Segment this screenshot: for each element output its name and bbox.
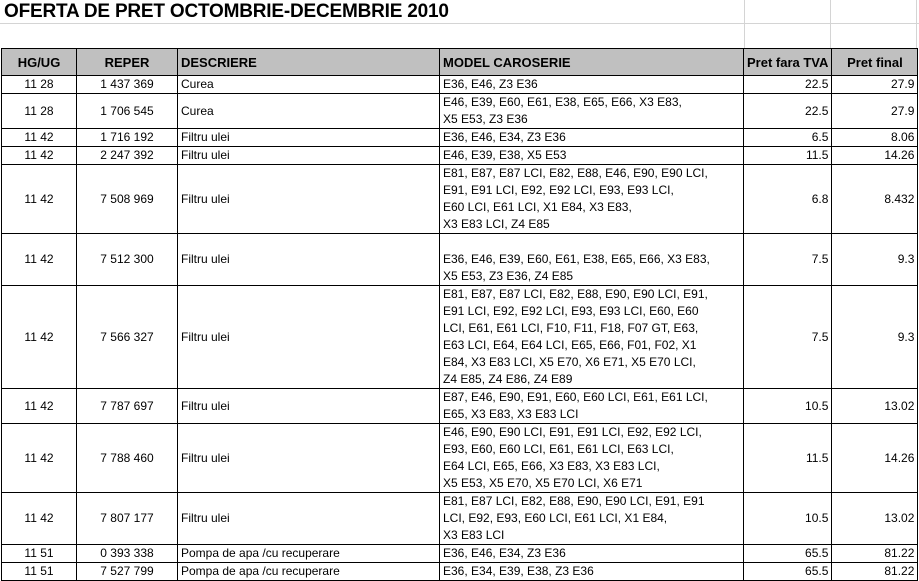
cell-price-excl-vat[interactable]: 6.5: [744, 129, 832, 147]
cell-reper[interactable]: 7 787 697: [77, 389, 178, 424]
cell-model[interactable]: [440, 76, 744, 94]
cell-final-price[interactable]: 8.432: [832, 165, 918, 234]
model-line: E46, E39, E38, X5 E53: [443, 148, 567, 162]
cell-reper[interactable]: 7 788 460: [77, 424, 178, 493]
model-line: LCI, E92, E93, E60 LCI, E61 LCI, X1 E84,: [443, 511, 668, 525]
cell-price-excl-vat[interactable]: 10.5: [744, 493, 832, 545]
cell-hg[interactable]: 11 28: [2, 94, 77, 129]
model-line: E36, E34, E39, E38, Z3 E36: [443, 564, 594, 578]
model-line: E36, E46, E39, E60, E61, E38, E65, E66, X3 E83,: [443, 252, 710, 266]
gridline: [744, 0, 745, 48]
model-line: E84, X3 E83 LCI, X5 E70, X6 E71, X5 E70 LCI,: [443, 355, 696, 369]
cell-final-price[interactable]: 81.22: [832, 563, 918, 581]
cell-hg[interactable]: 11 51: [2, 563, 77, 581]
table-row[interactable]: [2, 286, 918, 389]
cell-model[interactable]: [440, 234, 744, 286]
cell-reper[interactable]: 7 527 799: [77, 563, 178, 581]
model-line: E63 LCI, E64, E64 LCI, E65, E66, F01, F02, X1: [443, 338, 697, 352]
cell-model[interactable]: [440, 129, 744, 147]
cell-price-excl-vat[interactable]: 11.5: [744, 424, 832, 493]
cell-final-price[interactable]: 14.26: [832, 147, 918, 165]
cell-hg[interactable]: 11 42: [2, 424, 77, 493]
cell-model[interactable]: [440, 545, 744, 563]
cell-final-price[interactable]: 81.22: [832, 545, 918, 563]
cell-hg[interactable]: 11 42: [2, 234, 77, 286]
model-line: E46, E90, E90 LCI, E91, E91 LCI, E92, E92 LCI,: [443, 425, 702, 439]
model-line: E91, E91 LCI, E92, E92 LCI, E93, E93 LCI,: [443, 183, 674, 197]
cell-model[interactable]: [440, 424, 744, 493]
model-line: E64 LCI, E65, E66, X3 E83, X3 E83 LCI,: [443, 459, 660, 473]
model-line: X5 E53, X5 E70, X5 E70 LCI, X6 E71: [443, 476, 643, 490]
table-row[interactable]: [2, 147, 918, 165]
model-line: X3 E83 LCI: [443, 528, 505, 542]
cell-price-excl-vat[interactable]: 7.5: [744, 286, 832, 389]
gridline: [830, 0, 831, 48]
gridline: [0, 23, 919, 24]
table-row[interactable]: [2, 493, 918, 545]
cell-price-excl-vat[interactable]: 65.5: [744, 545, 832, 563]
cell-description[interactable]: Filtru ulei: [178, 234, 440, 286]
cell-hg[interactable]: 11 28: [2, 76, 77, 94]
column-header-final-price[interactable]: Pret final: [832, 49, 918, 76]
cell-hg[interactable]: 11 42: [2, 165, 77, 234]
column-header-model[interactable]: MODEL CAROSERIE: [440, 49, 744, 76]
table-header-row: [2, 49, 918, 76]
table-row[interactable]: [2, 76, 918, 94]
cell-hg[interactable]: 11 51: [2, 545, 77, 563]
model-line: LCI, E61, E61 LCI, F10, F11, F18, F07 GT, E63,: [443, 321, 699, 335]
cell-reper[interactable]: 7 508 969: [77, 165, 178, 234]
model-line: E36, E46, Z3 E36: [443, 77, 538, 91]
cell-hg[interactable]: 11 42: [2, 389, 77, 424]
cell-final-price[interactable]: 27.9: [832, 94, 918, 129]
cell-final-price[interactable]: 9.3: [832, 234, 918, 286]
cell-price-excl-vat[interactable]: 65.5: [744, 563, 832, 581]
model-line: E46, E39, E60, E61, E38, E65, E66, X3 E83,: [443, 95, 682, 109]
cell-model[interactable]: [440, 286, 744, 389]
model-line: E91 LCI, E92, E92 LCI, E93, E93 LCI, E60, E60: [443, 304, 699, 318]
model-line: E93, E60, E60 LCI, E61, E61 LCI, E63 LCI,: [443, 442, 674, 456]
cell-model[interactable]: [440, 147, 744, 165]
cell-price-excl-vat[interactable]: 22.5: [744, 94, 832, 129]
model-line: [443, 234, 740, 251]
cell-reper[interactable]: 7 807 177: [77, 493, 178, 545]
model-line: X3 E83 LCI, Z4 E85: [443, 217, 550, 231]
cell-final-price[interactable]: 13.02: [832, 493, 918, 545]
model-line: E81, E87, E87 LCI, E82, E88, E90, E90 LCI, E91,: [443, 287, 708, 301]
cell-reper[interactable]: 0 393 338: [77, 545, 178, 563]
cell-final-price[interactable]: 8.06: [832, 129, 918, 147]
cell-price-excl-vat[interactable]: 11.5: [744, 147, 832, 165]
gridline: [916, 0, 917, 48]
cell-description[interactable]: Filtru ulei: [178, 165, 440, 234]
cell-reper[interactable]: 7 512 300: [77, 234, 178, 286]
model-line: E36, E46, E34, Z3 E36: [443, 130, 566, 144]
cell-hg[interactable]: 11 42: [2, 129, 77, 147]
model-line: E81, E87, E87 LCI, E82, E88, E46, E90, E90 LCI,: [443, 166, 708, 180]
column-header-reper[interactable]: REPER: [77, 49, 178, 76]
model-line: X5 E53, Z3 E36, Z4 E85: [443, 269, 574, 283]
cell-reper[interactable]: 7 566 327: [77, 286, 178, 389]
cell-hg[interactable]: 11 42: [2, 493, 77, 545]
cell-reper[interactable]: 1 716 192: [77, 129, 178, 147]
model-line: E65, X3 E83, X3 E83 LCI: [443, 407, 579, 421]
cell-reper[interactable]: 1 437 369: [77, 76, 178, 94]
table-row[interactable]: [2, 165, 918, 234]
cell-description[interactable]: Filtru ulei: [178, 424, 440, 493]
page-title: OFERTA DE PRET OCTOMBRIE-DECEMBRIE 2010: [4, 1, 449, 22]
cell-price-excl-vat[interactable]: 7.5: [744, 234, 832, 286]
model-line: E60 LCI, E61 LCI, X1 E84, X3 E83,: [443, 200, 632, 214]
cell-model[interactable]: [440, 389, 744, 424]
cell-description[interactable]: Curea: [178, 76, 440, 94]
model-line: E87, E46, E90, E91, E60, E60 LCI, E61, E61 LCI,: [443, 390, 708, 404]
table-row[interactable]: [2, 389, 918, 424]
column-header-price-excl-vat[interactable]: Pret fara TVA: [744, 49, 832, 76]
table-row[interactable]: [2, 94, 918, 129]
table-row[interactable]: [2, 234, 918, 286]
cell-final-price[interactable]: 14.26: [832, 424, 918, 493]
cell-final-price[interactable]: 9.3: [832, 286, 918, 389]
cell-description[interactable]: Filtru ulei: [178, 286, 440, 389]
cell-reper[interactable]: 2 247 392: [77, 147, 178, 165]
cell-price-excl-vat[interactable]: 22.5: [744, 76, 832, 94]
cell-final-price[interactable]: 27.9: [832, 76, 918, 94]
cell-price-excl-vat[interactable]: 10.5: [744, 389, 832, 424]
table-row[interactable]: [2, 424, 918, 493]
cell-description[interactable]: Filtru ulei: [178, 147, 440, 165]
table-row[interactable]: [2, 129, 918, 147]
cell-hg[interactable]: 11 42: [2, 286, 77, 389]
offer-table: [1, 48, 918, 581]
cell-description[interactable]: Curea: [178, 94, 440, 129]
model-line: Z4 E85, Z4 E86, Z4 E89: [443, 372, 573, 386]
cell-model[interactable]: [440, 94, 744, 129]
table-body: [2, 76, 918, 581]
cell-final-price[interactable]: 13.02: [832, 389, 918, 424]
table-row[interactable]: [2, 545, 918, 563]
cell-description[interactable]: Filtru ulei: [178, 129, 440, 147]
cell-description[interactable]: Pompa de apa /cu recuperare: [178, 563, 440, 581]
column-header-hg[interactable]: HG/UG: [2, 49, 77, 76]
cell-hg[interactable]: 11 42: [2, 147, 77, 165]
model-line: E81, E87 LCI, E82, E88, E90, E90 LCI, E91, E91: [443, 494, 705, 508]
cell-description[interactable]: Pompa de apa /cu recuperare: [178, 545, 440, 563]
column-header-description[interactable]: DESCRIERE: [178, 49, 440, 76]
model-line: X5 E53, Z3 E36: [443, 112, 528, 126]
cell-model[interactable]: [440, 165, 744, 234]
cell-reper[interactable]: 1 706 545: [77, 94, 178, 129]
model-line: E36, E46, E34, Z3 E36: [443, 546, 566, 560]
cell-model[interactable]: [440, 493, 744, 545]
cell-description[interactable]: Filtru ulei: [178, 493, 440, 545]
cell-description[interactable]: Filtru ulei: [178, 389, 440, 424]
cell-price-excl-vat[interactable]: 6.8: [744, 165, 832, 234]
